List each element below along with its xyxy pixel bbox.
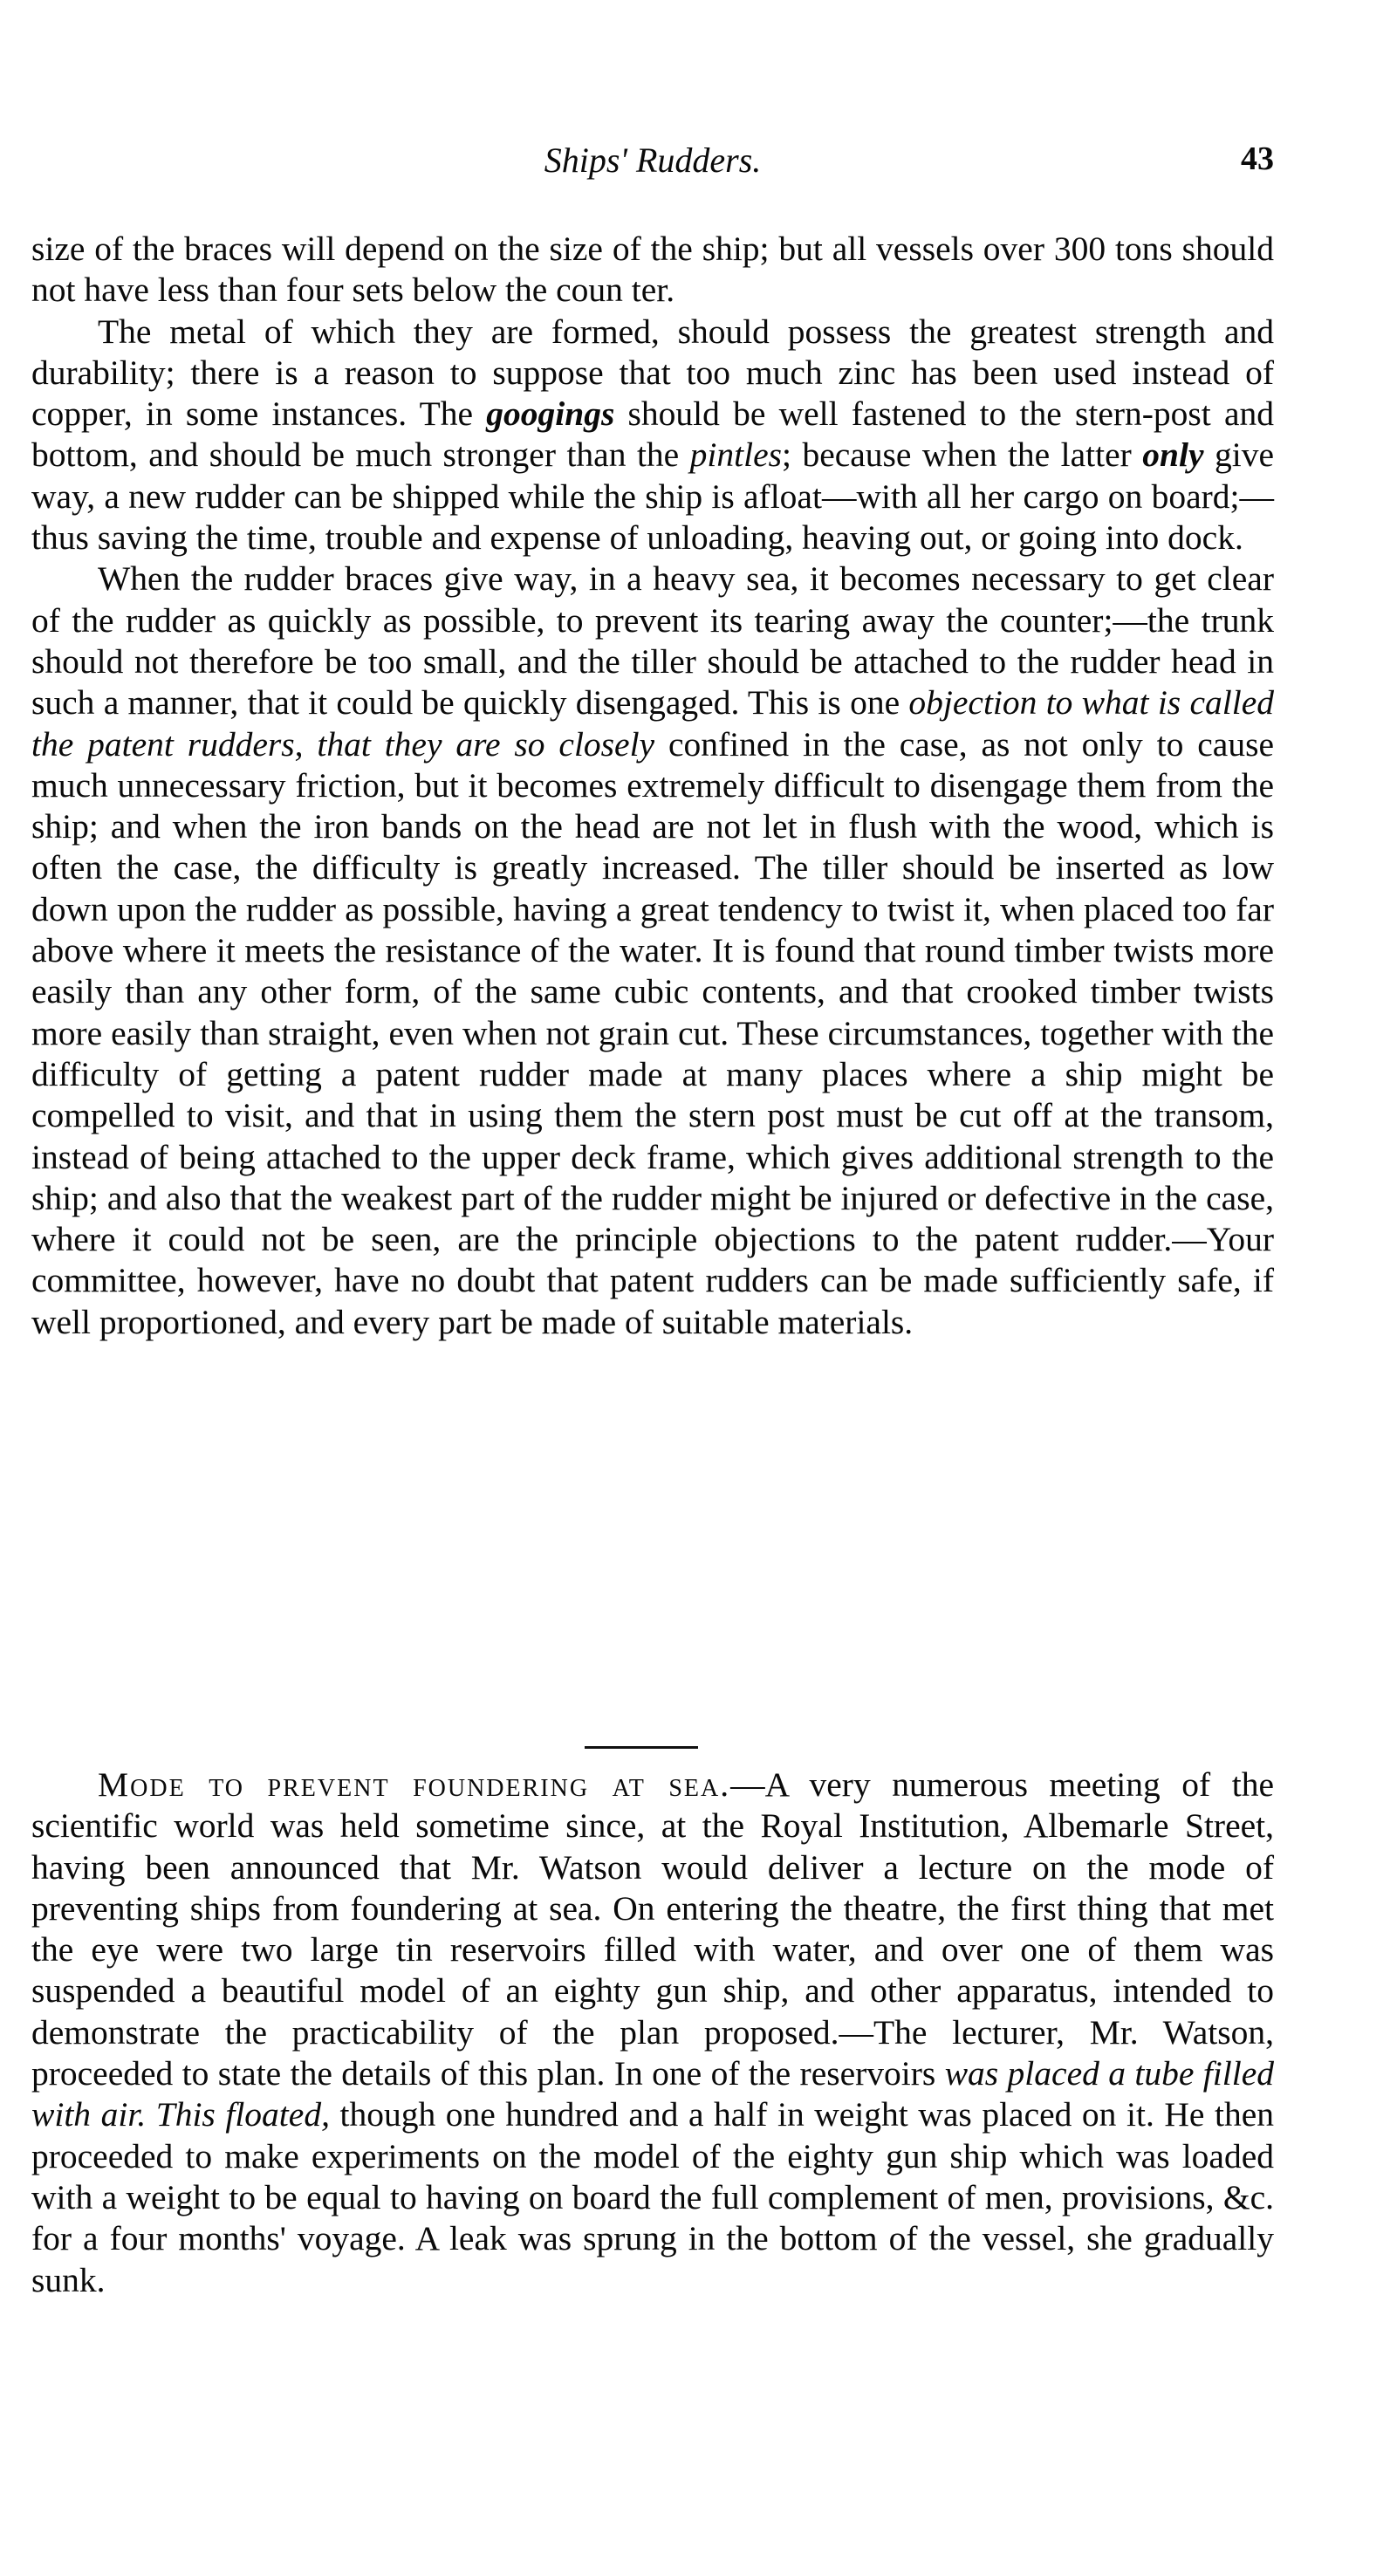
article-body xyxy=(31,229,1274,1343)
paragraph-3-text-b: confined in the case, as not only to cause much unnecessary friction, but it becomes extremely difficult to disengage them from the ship; and when the iron bands on the head are not let in flush with the wood, which is often the case, the difficulty is greatly increased. The tiller should be inserted as low down upon the rudder as possible, having a great tendency to twist it, when placed too far above where it meets the resistance of the water. It is found that round timber twists more easily than any other form, of the same cubic contents, and that crooked timber twists more easily than straight, even when not grain cut. These circumstances, together with the difficulty of getting a patent rudder made at many places where a ship might be compelled to visit, and that in using them the stern post must be cut off at the transom, instead of being attached to the upper deck frame, which gives additional strength to the ship; and also that the weakest part of the rudder might be injured or defective in the case, where it could not be seen, are the principle objections to the patent rudder.—Your committee, however, have no doubt that patent rudders can be made sufficiently safe, if well proportioned, and every part be made of suitable materials. xyxy=(31,724,1274,1341)
paragraph-2-text-b: should be well fastened to the stern-post and bottom, and should be much stronger than the xyxy=(31,394,1274,475)
section-heading: Mode to prevent foundering at sea. xyxy=(98,1765,731,1804)
running-title: Ships' Rudders. xyxy=(544,140,762,180)
googings-term: googings xyxy=(486,394,615,434)
paragraph-2-text-d: give way, a new rudder can be shipped while the ship is afloat—with all her cargo on board;—thus saving the time, trouble and expense of unloading, heaving out, or going into dock. xyxy=(31,435,1274,558)
only-emphasis: only xyxy=(1142,435,1204,475)
paragraph-2-text-a: The metal of which they are formed, should possess the greatest strength and durability; there is a reason to suppose that too much zinc has been used instead of copper, in some instances. The xyxy=(31,312,1274,434)
paragraph-1 xyxy=(31,229,1274,312)
paragraph-1-text: size of the braces will depend on the size of the ship; but all vessels over 300 tons should not have less than four sets below the coun ter. xyxy=(31,230,1274,310)
section-foundering xyxy=(31,1764,1274,2301)
paragraph-3-italic: objection to what is called the patent rudders, that they are so closely xyxy=(31,683,1274,764)
paragraph-2 xyxy=(31,312,1274,559)
paragraph-4 xyxy=(31,1764,1274,2301)
paragraph-3 xyxy=(31,558,1274,1343)
paragraph-4-italic: was placed a tube filled with air. This floated, xyxy=(31,2054,1274,2134)
paragraph-4-text-b: though one hundred and a half in weight was placed on it. He then proceeded to make experiments on the model of the eighty gun ship which was loaded with a weight to be equal to having on board the full complement of men, provisions, &c. for a four months' voyage. A leak was sprung in the bottom of the vessel, she gradually sunk. xyxy=(31,2095,1274,2299)
section-divider xyxy=(585,1746,698,1749)
page-header xyxy=(31,140,1274,192)
paragraph-2-text-c: ; because when the latter xyxy=(782,435,1143,475)
page-number: 43 xyxy=(1241,140,1274,177)
paragraph-3-text-a: When the rudder braces give way, in a heavy sea, it becomes necessary to get clear of the rudder as quickly as possible, to prevent its tearing away the counter;—the trunk should not therefore be too small, and the tiller should be attached to the rudder head in such a manner, that it could be quickly disengaged. This is one xyxy=(31,559,1274,723)
pintles-term: pintles xyxy=(689,435,782,475)
paragraph-4-text-a: —A very numerous meeting of the scientific world was held sometime since, at the Royal Institution, Albemarle Street, having been announced that Mr. Watson would deliver a lecture on the mode of preventing ships from foundering at sea. On entering the theatre, the first thing that met the eye were two large tin reservoirs filled with water, and over one of them was suspended a beautiful model of an eighty gun ship, and other apparatus, intended to demonstrate the practicability of the plan proposed.—The lecturer, Mr. Watson, proceeded to state the details of this plan. In one of the reservoirs xyxy=(31,1765,1275,2093)
